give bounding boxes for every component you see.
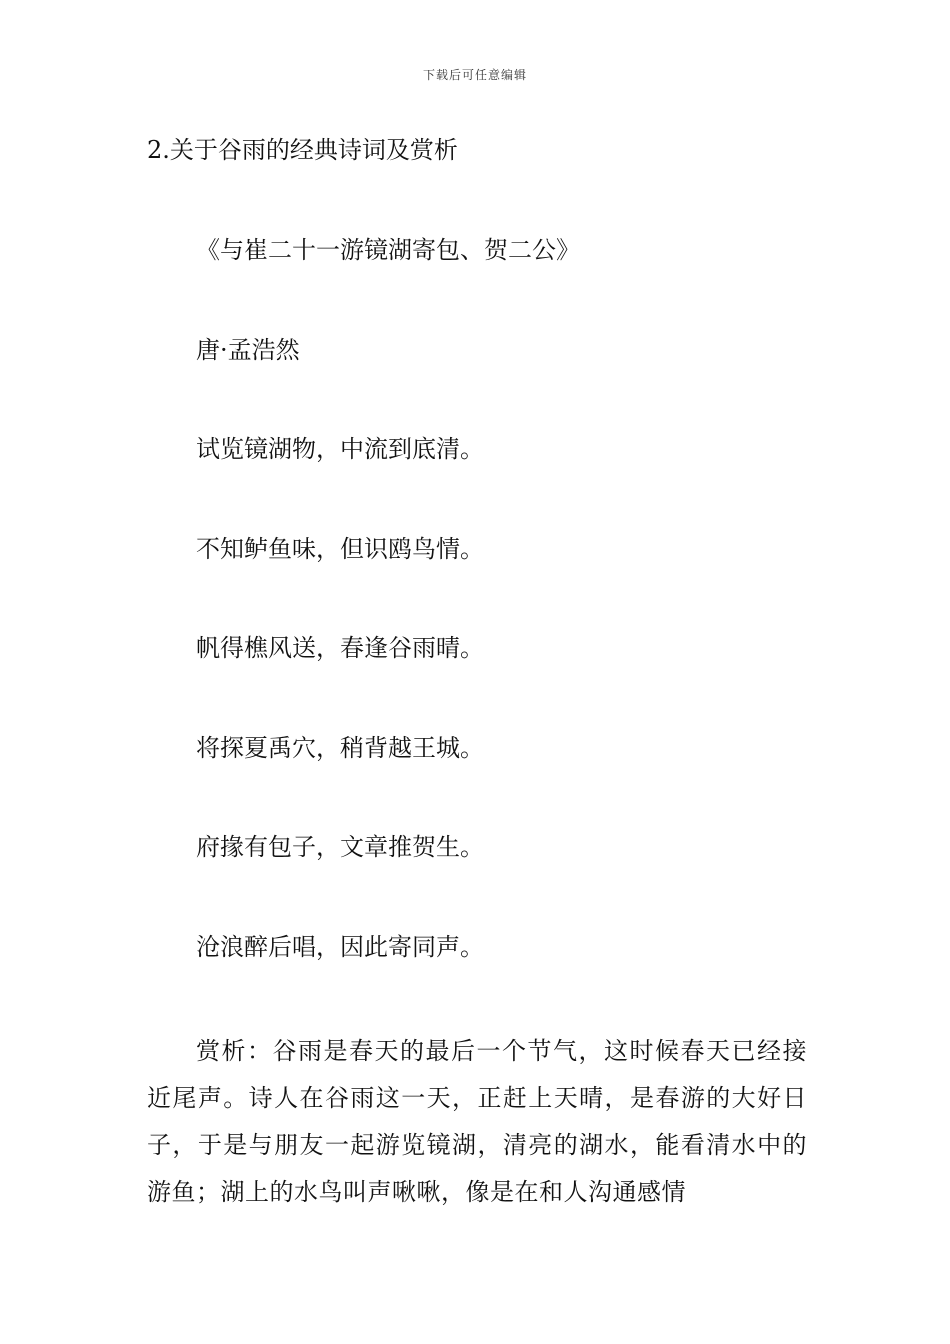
- section-title: 2.关于谷雨的经典诗词及赏析: [147, 136, 458, 164]
- poem-line: 将探夏禹穴，稍背越王城。: [196, 734, 484, 762]
- poem-author: 唐·孟浩然: [196, 336, 300, 364]
- poem-line: 府掾有包子，文章推贺生。: [196, 833, 484, 861]
- page-header: 下载后可任意编辑: [422, 68, 527, 82]
- poem-line: 试览镜湖物，中流到底清。: [196, 435, 484, 463]
- poem-line: 沧浪醉后唱，因此寄同声。: [196, 933, 484, 961]
- poem-line: 帆得樵风送，春逢谷雨晴。: [196, 634, 484, 662]
- poem-title: 《与崔二十一游镜湖寄包、贺二公》: [196, 236, 580, 264]
- analysis-paragraph: 赏析：谷雨是春天的最后一个节气，这时候春天已经接近尾声。诗人在谷雨这一天，正赶上天晴，是春游的大好日子，于是与朋友一起游览镜湖，清亮的湖水，能看清水中的游鱼；湖上的水鸟叫声啾啾，像是在和人沟通感情: [147, 1037, 807, 1206]
- poem-line: 不知鲈鱼味，但识鸥鸟情。: [196, 535, 484, 563]
